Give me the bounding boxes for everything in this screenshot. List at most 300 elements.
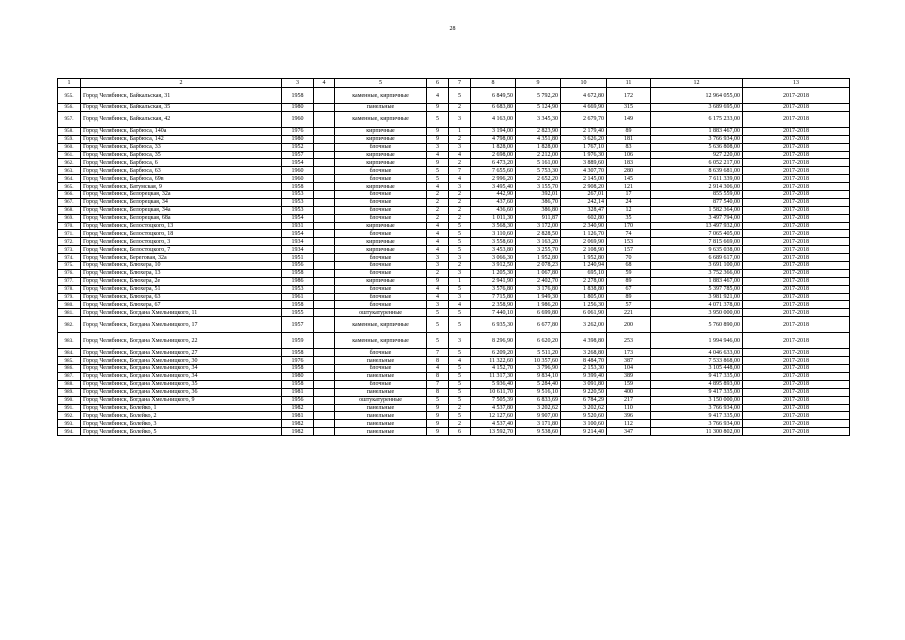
table-row [58, 111, 850, 127]
floors-cell: 5 [427, 175, 449, 183]
blank-cell-cell [314, 191, 335, 199]
floors-cell: 5 [427, 111, 449, 127]
living-area-cell: 2 823,90 [516, 127, 561, 135]
floors-cell: 2 [427, 214, 449, 222]
total-area-cell: 4 163,00 [471, 111, 516, 127]
residential-area-cell: 328,47 [561, 206, 607, 214]
living-area-cell: 5 284,40 [516, 380, 561, 388]
residents-cell: 89 [607, 127, 651, 135]
address-cell: Город Челябинск, Белорецкая, 68а [81, 214, 282, 222]
residential-area-cell: 4 307,70 [561, 167, 607, 175]
wall-material-cell: каменные, кирпичные [335, 88, 427, 104]
floors-cell: 4 [427, 293, 449, 301]
blank-cell-cell [314, 88, 335, 104]
wall-material-cell: блочные [335, 191, 427, 199]
year-built-cell: 1958 [282, 365, 314, 373]
total-area-cell: 2 941,90 [471, 277, 516, 285]
address-cell: Город Челябинск, Белостоцкого, 18 [81, 230, 282, 238]
table-row [58, 159, 850, 167]
residents-cell: 347 [607, 428, 651, 436]
residents-cell: 400 [607, 388, 651, 396]
blank-cell-cell [314, 159, 335, 167]
residential-area-cell: 3 268,80 [561, 349, 607, 357]
residential-area-cell: 2 145,00 [561, 175, 607, 183]
residents-cell: 57 [607, 301, 651, 309]
repair-cost-cell: 3 766 934,00 [651, 404, 743, 412]
repair-cost-cell: 3 950 000,00 [651, 309, 743, 317]
repair-period-cell: 2017-2018 [743, 143, 850, 151]
address-cell: Город Челябинск, Белорецкая, 32а [81, 191, 282, 199]
living-area-cell: 3 796,90 [516, 365, 561, 373]
page-number: 28 [449, 26, 456, 32]
wall-material-cell: блочные [335, 380, 427, 388]
floors-cell: 4 [427, 246, 449, 254]
entrances-cell: 5 [449, 349, 471, 357]
residential-area-cell: 1 240,94 [561, 262, 607, 270]
table-row [58, 262, 850, 270]
residential-area-cell: 2 153,30 [561, 365, 607, 373]
year-built-cell: 1953 [282, 285, 314, 293]
residents-cell: 153 [607, 238, 651, 246]
blank-cell-cell [314, 230, 335, 238]
residential-area-cell: 9 214,40 [561, 428, 607, 436]
floors-cell: 9 [427, 104, 449, 112]
living-area-cell: 6 699,80 [516, 309, 561, 317]
total-area-cell: 11 317,30 [471, 372, 516, 380]
wall-material-cell: каменные, кирпичные [335, 333, 427, 349]
table-row [58, 104, 850, 112]
entrances-cell: 5 [449, 222, 471, 230]
repair-period-cell: 2017-2018 [743, 246, 850, 254]
residential-area-cell: 2 069,90 [561, 238, 607, 246]
residential-area-cell: 602,80 [561, 214, 607, 222]
address-cell: Город Челябинск, Барбюса, 35 [81, 151, 282, 159]
repair-period-cell: 2017-2018 [743, 357, 850, 365]
residential-area-cell: 9 220,50 [561, 388, 607, 396]
blank-cell-cell [314, 151, 335, 159]
wall-material-cell: блочные [335, 214, 427, 222]
entrances-cell: 4 [449, 301, 471, 309]
total-area-cell: 7 715,80 [471, 293, 516, 301]
wall-material-cell: панельные [335, 388, 427, 396]
total-area-cell: 4 152,70 [471, 365, 516, 373]
year-built-cell: 1956 [282, 396, 314, 404]
repair-period-cell: 2017-2018 [743, 365, 850, 373]
blank-cell-cell [314, 285, 335, 293]
table-row [58, 167, 850, 175]
floors-cell: 9 [427, 412, 449, 420]
repair-period-cell: 2017-2018 [743, 206, 850, 214]
living-area-cell: 1 952,80 [516, 254, 561, 262]
wall-material-cell: кирпичные [335, 127, 427, 135]
repair-cost-cell: 5 397 785,00 [651, 285, 743, 293]
living-area-cell: 6 833,69 [516, 396, 561, 404]
row-number-cell: 965. [58, 183, 81, 191]
residential-area-cell: 1 126,70 [561, 230, 607, 238]
total-area-cell: 1 205,30 [471, 269, 516, 277]
address-cell: Город Челябинск, Барбюса, 140а [81, 127, 282, 135]
table-row [58, 357, 850, 365]
address-cell: Город Челябинск, Богдана Хмельницкого, 11 [81, 309, 282, 317]
living-area-cell: 3 163,20 [516, 238, 561, 246]
column-header: 7 [449, 79, 471, 88]
entrances-cell: 2 [449, 262, 471, 270]
residents-cell: 149 [607, 111, 651, 127]
table-row [58, 420, 850, 428]
wall-material-cell: кирпичные [335, 238, 427, 246]
entrances-cell: 1 [449, 127, 471, 135]
blank-cell-cell [314, 143, 335, 151]
row-number-cell: 985. [58, 357, 81, 365]
year-built-cell: 1953 [282, 191, 314, 199]
table-row [58, 183, 850, 191]
year-built-cell: 1931 [282, 222, 314, 230]
blank-cell-cell [314, 333, 335, 349]
total-area-cell: 13 592,70 [471, 428, 516, 436]
total-area-cell: 437,60 [471, 198, 516, 206]
total-area-cell: 6 935,30 [471, 317, 516, 333]
residential-area-cell: 8 484,70 [561, 357, 607, 365]
address-cell: Город Челябинск, Болейко, 2 [81, 412, 282, 420]
repair-period-cell: 2017-2018 [743, 183, 850, 191]
living-area-cell: 2 828,50 [516, 230, 561, 238]
housing-register-table [57, 78, 850, 436]
table-row [58, 127, 850, 135]
residents-cell: 217 [607, 396, 651, 404]
residents-cell: 172 [607, 88, 651, 104]
table-row [58, 428, 850, 436]
year-built-cell: 1980 [282, 372, 314, 380]
repair-cost-cell: 2 914 306,00 [651, 183, 743, 191]
floors-cell: 3 [427, 254, 449, 262]
total-area-cell: 1 011,30 [471, 214, 516, 222]
wall-material-cell: блочные [335, 365, 427, 373]
floors-cell: 4 [427, 222, 449, 230]
row-number-cell: 966. [58, 191, 81, 199]
repair-cost-cell: 5 636 808,00 [651, 143, 743, 151]
total-area-cell: 7 655,60 [471, 167, 516, 175]
row-number-cell: 982. [58, 317, 81, 333]
total-area-cell: 3 495,40 [471, 183, 516, 191]
column-header: 11 [607, 79, 651, 88]
residents-cell: 89 [607, 277, 651, 285]
residential-area-cell: 2 179,40 [561, 127, 607, 135]
entrances-cell: 3 [449, 269, 471, 277]
address-cell: Город Челябинск, Барбюса, 63 [81, 167, 282, 175]
repair-cost-cell: 6 689 617,00 [651, 254, 743, 262]
table-row [58, 293, 850, 301]
repair-cost-cell: 5 760 890,00 [651, 317, 743, 333]
residential-area-cell: 9 399,40 [561, 372, 607, 380]
row-number-cell: 978. [58, 285, 81, 293]
blank-cell-cell [314, 254, 335, 262]
floors-cell: 5 [427, 167, 449, 175]
residential-area-cell: 2 908,20 [561, 183, 607, 191]
floors-cell: 5 [427, 396, 449, 404]
residents-cell: 74 [607, 230, 651, 238]
entrances-cell: 5 [449, 372, 471, 380]
address-cell: Город Челябинск, Белорецкая, 34 [81, 198, 282, 206]
table-row [58, 301, 850, 309]
entrances-cell: 3 [449, 293, 471, 301]
blank-cell-cell [314, 206, 335, 214]
row-number-cell: 987. [58, 372, 81, 380]
wall-material-cell: панельные [335, 357, 427, 365]
blank-cell-cell [314, 246, 335, 254]
total-area-cell: 3 576,80 [471, 285, 516, 293]
address-cell: Город Челябинск, Болейко, 5 [81, 428, 282, 436]
total-area-cell: 11 322,60 [471, 357, 516, 365]
repair-cost-cell: 1 883 467,00 [651, 127, 743, 135]
repair-cost-cell: 6 175 233,00 [651, 111, 743, 127]
floors-cell: 9 [427, 135, 449, 143]
residential-area-cell: 2 679,70 [561, 111, 607, 127]
residents-cell: 280 [607, 167, 651, 175]
floors-cell: 4 [427, 183, 449, 191]
year-built-cell: 1960 [282, 111, 314, 127]
entrances-cell: 2 [449, 191, 471, 199]
total-area-cell: 7 505,39 [471, 396, 516, 404]
blank-cell-cell [314, 365, 335, 373]
year-built-cell: 1982 [282, 420, 314, 428]
residential-area-cell: 4 672,80 [561, 88, 607, 104]
table-row [58, 88, 850, 104]
year-built-cell: 1958 [282, 183, 314, 191]
residential-area-cell: 1 767,10 [561, 143, 607, 151]
residents-cell: 389 [607, 372, 651, 380]
residents-cell: 110 [607, 404, 651, 412]
total-area-cell: 3 453,80 [471, 246, 516, 254]
residents-cell: 253 [607, 333, 651, 349]
residential-area-cell: 6 061,90 [561, 309, 607, 317]
address-cell: Город Челябинск, Барбюса, 6 [81, 159, 282, 167]
repair-period-cell: 2017-2018 [743, 214, 850, 222]
entrances-cell: 4 [449, 151, 471, 159]
address-cell: Город Челябинск, Блюхера, 67 [81, 301, 282, 309]
wall-material-cell: блочные [335, 349, 427, 357]
column-header: 9 [516, 79, 561, 88]
blank-cell-cell [314, 309, 335, 317]
entrances-cell: 5 [449, 246, 471, 254]
repair-cost-cell: 7 611 339,00 [651, 175, 743, 183]
address-cell: Город Челябинск, Богдана Хмельницкого, 34 [81, 372, 282, 380]
residents-cell: 181 [607, 135, 651, 143]
entrances-cell: 2 [449, 135, 471, 143]
blank-cell-cell [314, 175, 335, 183]
repair-cost-cell: 3 691 100,00 [651, 262, 743, 270]
living-area-cell: 6 677,80 [516, 317, 561, 333]
living-area-cell: 3 255,70 [516, 246, 561, 254]
table-row [58, 198, 850, 206]
row-number-cell: 956. [58, 104, 81, 112]
living-area-cell: 5 753,30 [516, 167, 561, 175]
table-row [58, 404, 850, 412]
blank-cell-cell [314, 222, 335, 230]
living-area-cell: 3 171,80 [516, 420, 561, 428]
entrances-cell: 5 [449, 396, 471, 404]
wall-material-cell: каменные, кирпичные [335, 111, 427, 127]
row-number-cell: 964. [58, 175, 81, 183]
repair-cost-cell: 1 582 364,00 [651, 206, 743, 214]
repair-period-cell: 2017-2018 [743, 412, 850, 420]
repair-cost-cell: 877 540,00 [651, 198, 743, 206]
year-built-cell: 1957 [282, 151, 314, 159]
repair-period-cell: 2017-2018 [743, 349, 850, 357]
residential-area-cell: 2 340,90 [561, 222, 607, 230]
row-number-cell: 973. [58, 246, 81, 254]
repair-cost-cell: 3 150 000,00 [651, 396, 743, 404]
blank-cell-cell [314, 262, 335, 270]
residential-area-cell: 4 669,90 [561, 104, 607, 112]
floors-cell: 4 [427, 230, 449, 238]
wall-material-cell: блочные [335, 230, 427, 238]
floors-cell: 9 [427, 428, 449, 436]
repair-period-cell: 2017-2018 [743, 428, 850, 436]
year-built-cell: 1960 [282, 175, 314, 183]
address-cell: Город Челябинск, Болейко, 1 [81, 404, 282, 412]
wall-material-cell: панельные [335, 420, 427, 428]
year-built-cell: 1959 [282, 333, 314, 349]
address-cell: Город Челябинск, Богдана Хмельницкого, 30 [81, 357, 282, 365]
repair-cost-cell: 6 052 217,00 [651, 159, 743, 167]
year-built-cell: 1955 [282, 309, 314, 317]
row-number-cell: 958. [58, 127, 81, 135]
address-cell: Город Челябинск, Белостоцкого, 3 [81, 238, 282, 246]
entrances-cell: 2 [449, 206, 471, 214]
column-header: 3 [282, 79, 314, 88]
address-cell: Город Челябинск, Белостоцкого, 13 [81, 222, 282, 230]
entrances-cell: 2 [449, 420, 471, 428]
total-area-cell: 6 849,50 [471, 88, 516, 104]
wall-material-cell: блочные [335, 206, 427, 214]
living-area-cell: 2 212,00 [516, 151, 561, 159]
table-row [58, 277, 850, 285]
row-number-cell: 988. [58, 380, 81, 388]
table-row [58, 333, 850, 349]
repair-cost-cell: 8 639 681,00 [651, 167, 743, 175]
column-header: 10 [561, 79, 607, 88]
table-row [58, 372, 850, 380]
repair-period-cell: 2017-2018 [743, 277, 850, 285]
blank-cell-cell [314, 269, 335, 277]
repair-cost-cell: 927 220,00 [651, 151, 743, 159]
living-area-cell: 5 161,00 [516, 159, 561, 167]
address-cell: Город Челябинск, Барбюса, 69в [81, 175, 282, 183]
living-area-cell: 5 511,20 [516, 349, 561, 357]
entrances-cell: 5 [449, 365, 471, 373]
repair-period-cell: 2017-2018 [743, 285, 850, 293]
total-area-cell: 12 127,60 [471, 412, 516, 420]
living-area-cell: 5 124,90 [516, 104, 561, 112]
floors-cell: 4 [427, 238, 449, 246]
year-built-cell: 1958 [282, 269, 314, 277]
repair-cost-cell: 3 105 448,00 [651, 365, 743, 373]
residential-area-cell: 3 091,80 [561, 380, 607, 388]
table-row [58, 135, 850, 143]
repair-period-cell: 2017-2018 [743, 238, 850, 246]
living-area-cell: 2 402,70 [516, 277, 561, 285]
floors-cell: 4 [427, 365, 449, 373]
year-built-cell: 1958 [282, 349, 314, 357]
blank-cell-cell [314, 127, 335, 135]
blank-cell-cell [314, 349, 335, 357]
blank-cell-cell [314, 404, 335, 412]
address-cell: Город Челябинск, Барбюса, 142 [81, 135, 282, 143]
living-area-cell: 10 357,60 [516, 357, 561, 365]
residential-area-cell: 1 952,80 [561, 254, 607, 262]
entrances-cell: 3 [449, 183, 471, 191]
header-row [58, 79, 850, 88]
residential-area-cell: 3 100,60 [561, 420, 607, 428]
repair-period-cell: 2017-2018 [743, 372, 850, 380]
repair-period-cell: 2017-2018 [743, 262, 850, 270]
blank-cell-cell [314, 183, 335, 191]
wall-material-cell: оштукатуренные [335, 396, 427, 404]
row-number-cell: 990. [58, 396, 81, 404]
year-built-cell: 1981 [282, 388, 314, 396]
floors-cell: 5 [427, 333, 449, 349]
floors-cell: 9 [427, 127, 449, 135]
column-header: 12 [651, 79, 743, 88]
residents-cell: 59 [607, 269, 651, 277]
address-cell: Город Челябинск, Богдана Хмельницкого, 27 [81, 349, 282, 357]
floors-cell: 8 [427, 357, 449, 365]
year-built-cell: 1958 [282, 88, 314, 104]
entrances-cell: 5 [449, 388, 471, 396]
repair-cost-cell: 13 497 932,00 [651, 222, 743, 230]
living-area-cell: 5 792,20 [516, 88, 561, 104]
year-built-cell: 1953 [282, 198, 314, 206]
year-built-cell: 1982 [282, 404, 314, 412]
year-built-cell: 1956 [282, 262, 314, 270]
address-cell: Город Челябинск, Блюхера, 2е [81, 277, 282, 285]
address-cell: Город Челябинск, Блюхера, 63 [81, 293, 282, 301]
row-number-cell: 959. [58, 135, 81, 143]
repair-period-cell: 2017-2018 [743, 254, 850, 262]
table-row [58, 365, 850, 373]
repair-period-cell: 2017-2018 [743, 191, 850, 199]
wall-material-cell: панельные [335, 428, 427, 436]
floors-cell: 4 [427, 151, 449, 159]
table-row [58, 230, 850, 238]
residents-cell: 106 [607, 151, 651, 159]
living-area-cell: 4 351,80 [516, 135, 561, 143]
year-built-cell: 1958 [282, 380, 314, 388]
table-row [58, 238, 850, 246]
floors-cell: 7 [427, 380, 449, 388]
wall-material-cell: блочные [335, 143, 427, 151]
total-area-cell: 3 194,00 [471, 127, 516, 135]
floors-cell: 3 [427, 262, 449, 270]
blank-cell-cell [314, 420, 335, 428]
total-area-cell: 7 440,10 [471, 309, 516, 317]
residential-area-cell: 3 889,60 [561, 159, 607, 167]
repair-cost-cell: 3 497 794,00 [651, 214, 743, 222]
repair-cost-cell: 1 994 946,00 [651, 333, 743, 349]
total-area-cell: 4 798,00 [471, 135, 516, 143]
column-header: 8 [471, 79, 516, 88]
repair-cost-cell: 9 417 335,00 [651, 412, 743, 420]
blank-cell-cell [314, 293, 335, 301]
wall-material-cell: оштукатуренные [335, 309, 427, 317]
residents-cell: 12 [607, 206, 651, 214]
row-number-cell: 991. [58, 404, 81, 412]
living-area-cell: 386,70 [516, 198, 561, 206]
floors-cell: 2 [427, 206, 449, 214]
total-area-cell: 6 683,80 [471, 104, 516, 112]
floors-cell: 3 [427, 301, 449, 309]
total-area-cell: 6 473,20 [471, 159, 516, 167]
